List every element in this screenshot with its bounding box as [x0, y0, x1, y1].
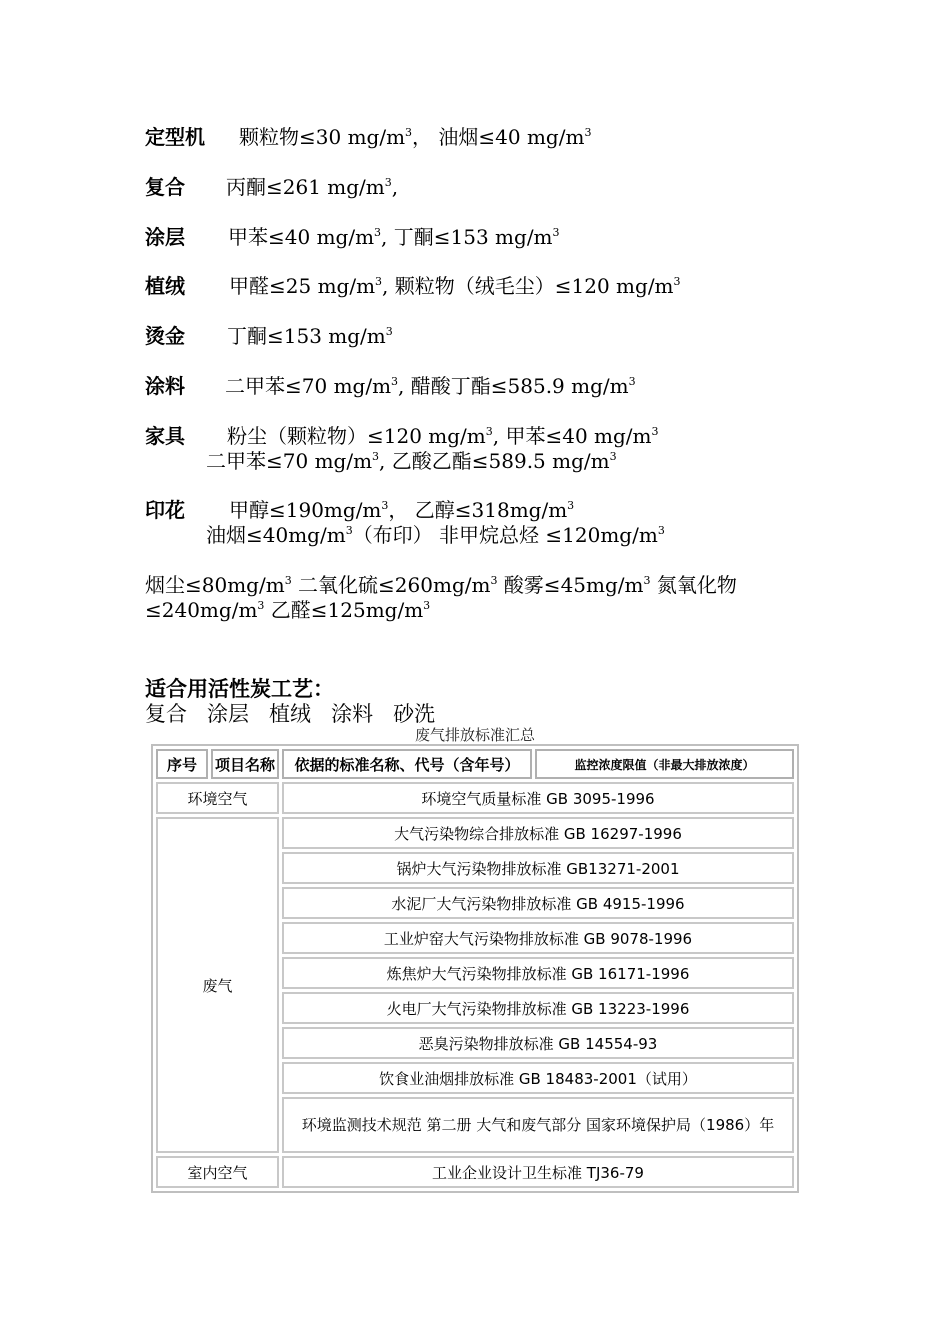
table-row	[156, 782, 794, 814]
item-label: 涂料	[145, 374, 185, 398]
category-cell: 废气	[156, 817, 279, 1153]
item-row-laminating	[145, 175, 398, 199]
activated-carbon-heading: 适合用活性炭工艺：	[145, 677, 334, 701]
item-limits: 甲醛≤25 $mg/m^3$, 颗粒物（绒毛尘）≤120 $mg/m^3$	[229, 274, 681, 298]
item-label: 印花	[145, 498, 185, 522]
item-row-setting-machine	[145, 125, 591, 149]
item-limits: 丙酮≤261 $mg/m^3$,	[226, 175, 399, 199]
emission-standards-table	[151, 744, 799, 1193]
item-row-paint	[145, 374, 636, 398]
standard-cell: 环境空气质量标准 GB 3095-1996	[282, 782, 794, 814]
category-cell: 室内空气	[156, 1156, 279, 1188]
header-index: 序号	[156, 749, 208, 779]
table-row	[156, 817, 794, 849]
item-label: 定型机	[145, 125, 205, 149]
item-row-coating	[145, 225, 560, 249]
item-label: 家具	[145, 424, 185, 448]
item-limits: 甲苯≤40 $mg/m^3$, 丁酮≤153 $mg/m^3$	[228, 225, 560, 249]
item-row-hot-stamping	[145, 324, 393, 348]
standard-cell: 锅炉大气污染物排放标准 GB13271-2001	[282, 852, 794, 884]
standard-cell: 工业企业设计卫生标准 TJ36-79	[282, 1156, 794, 1188]
item-label: 涂层	[145, 225, 185, 249]
general-limits-line: 烟尘$\le 80mg/m^3$ 二氧化硫$\le 260mg/m^3$ 酸雾$\le 45mg/m^3$ 氮氧化物	[145, 573, 737, 597]
item-limits-continued: 二甲苯≤70 $mg/m^3$, 乙酸乙酯≤589.5 $mg/m^3$	[206, 449, 617, 473]
standard-cell: 大气污染物综合排放标准 GB 16297-1996	[282, 817, 794, 849]
item-label: 植绒	[145, 274, 185, 298]
item-label: 烫金	[145, 324, 185, 348]
category-cell: 环境空气	[156, 782, 279, 814]
item-label: 复合	[145, 175, 185, 199]
item-limits: 颗粒物≤30 $mg/m^3$， 油烟≤40 $mg/m^3$	[239, 125, 592, 149]
standard-cell: 水泥厂大气污染物排放标准 GB 4915-1996	[282, 887, 794, 919]
header-standard-name: 依据的标准名称、代号（含年号）	[282, 749, 532, 779]
item-limits: 甲醇$\le 190mg/m^3$， 乙醇$\le 318mg/m^3$	[229, 498, 575, 522]
header-limit: 监控浓度限值（非最大排放浓度）	[535, 749, 794, 779]
standard-cell: 饮食业油烟排放标准 GB 18483-2001（试用）	[282, 1062, 794, 1094]
standard-cell: 工业炉窑大气污染物排放标准 GB 9078-1996	[282, 922, 794, 954]
item-row-furniture	[145, 424, 659, 448]
item-limits: 二甲苯≤70 $mg/m^3$, 醋酸丁酯≤585.9 $mg/m^3$	[225, 374, 636, 398]
standard-cell: 炼焦炉大气污染物排放标准 GB 16171-1996	[282, 957, 794, 989]
item-row-printing	[145, 498, 574, 522]
table-caption: 废气排放标准汇总	[414, 726, 535, 744]
activated-carbon-processes: 复合 涂层 植绒 涂料 砂洗	[145, 702, 436, 726]
item-limits-continued: 油烟$\le 40mg/m^3$（布印） 非甲烷总烃 $\le 120mg/m^3$	[206, 523, 665, 547]
standard-cell: 恶臭污染物排放标准 GB 14554-93	[282, 1027, 794, 1059]
item-limits: 丁酮≤153 $mg/m^3$	[227, 324, 393, 348]
item-row-flocking	[145, 274, 681, 298]
general-limits-line: $\le 240mg/m^3$ 乙醛$\le 125mg/m^3$	[145, 598, 431, 622]
header-item-name: 项目名称	[211, 749, 279, 779]
standard-cell: 环境监测技术规范 第二册 大气和废气部分 国家环境保护局（1986）年	[282, 1097, 794, 1153]
table-header-row	[156, 749, 794, 779]
standard-cell: 火电厂大气污染物排放标准 GB 13223-1996	[282, 992, 794, 1024]
item-limits: 粉尘（颗粒物）≤120 $mg/m^3$, 甲苯≤40 $mg/m^3$	[227, 424, 659, 448]
table-row	[156, 1156, 794, 1188]
